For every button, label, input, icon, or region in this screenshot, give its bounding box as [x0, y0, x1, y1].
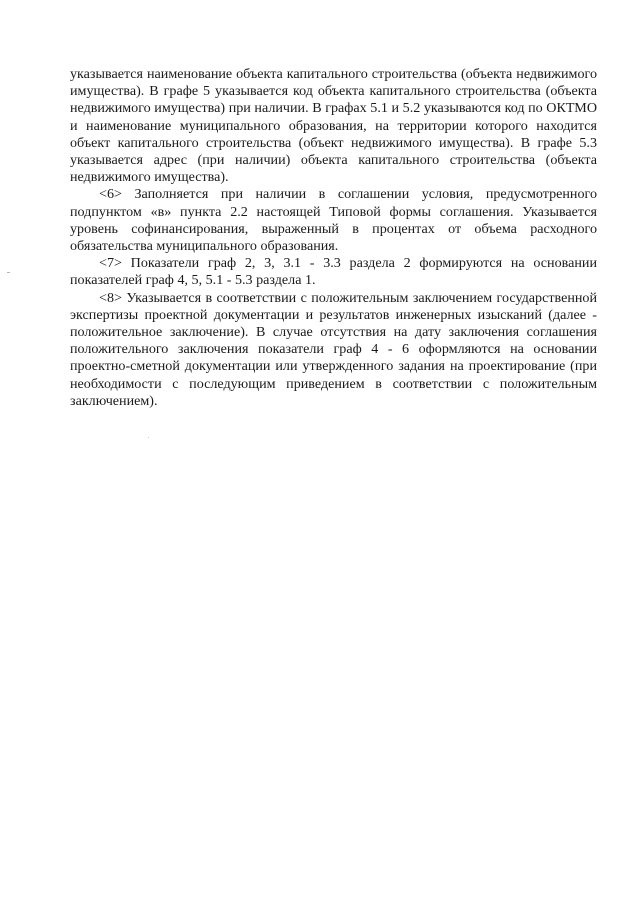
- footnote-6: <6> Заполняется при наличии в соглашении условия, предусмотренного подпунктом «в» пункта 2.2 настоящей Типовой формы соглашения. Указывается уровень софинансирования, выраженный в процентах от объема расходного обязательства муниципального образования.: [70, 186, 597, 255]
- scan-speck: [148, 437, 149, 438]
- scan-margin-mark: [7, 272, 10, 273]
- document-body: [70, 66, 597, 410]
- footnote-7: <7> Показатели граф 2, 3, 3.1 - 3.3 раздела 2 формируются на основании показателей граф 4, 5, 5.1 - 5.3 раздела 1.: [70, 255, 597, 289]
- paragraph-continuation: указывается наименование объекта капитального строительства (объекта недвижимого имущества). В графе 5 указывается код объекта капитального строительства (объекта недвижимого имущества) при наличии. В графах 5.1 и 5.2 указываются код по ОКТМО и наименование муниципального образования, на территории которого находится объект капитального строительства (объект недвижимого имущества). В графе 5.3 указывается адрес (при наличии) объекта капитального строительства (объекта недвижимого имущества).: [70, 66, 597, 186]
- footnote-8: <8> Указывается в соответствии с положительным заключением государственной экспертизы проектной документации и результатов инженерных изысканий (далее - положительное заключение). В случае отсутствия на дату заключения соглашения положительного заключения показатели граф 4 - 6 оформляются на основании проектно-сметной документации или утвержденного задания на проектирование (при необходимости с последующим приведением в соответствии с положительным заключением).: [70, 289, 597, 409]
